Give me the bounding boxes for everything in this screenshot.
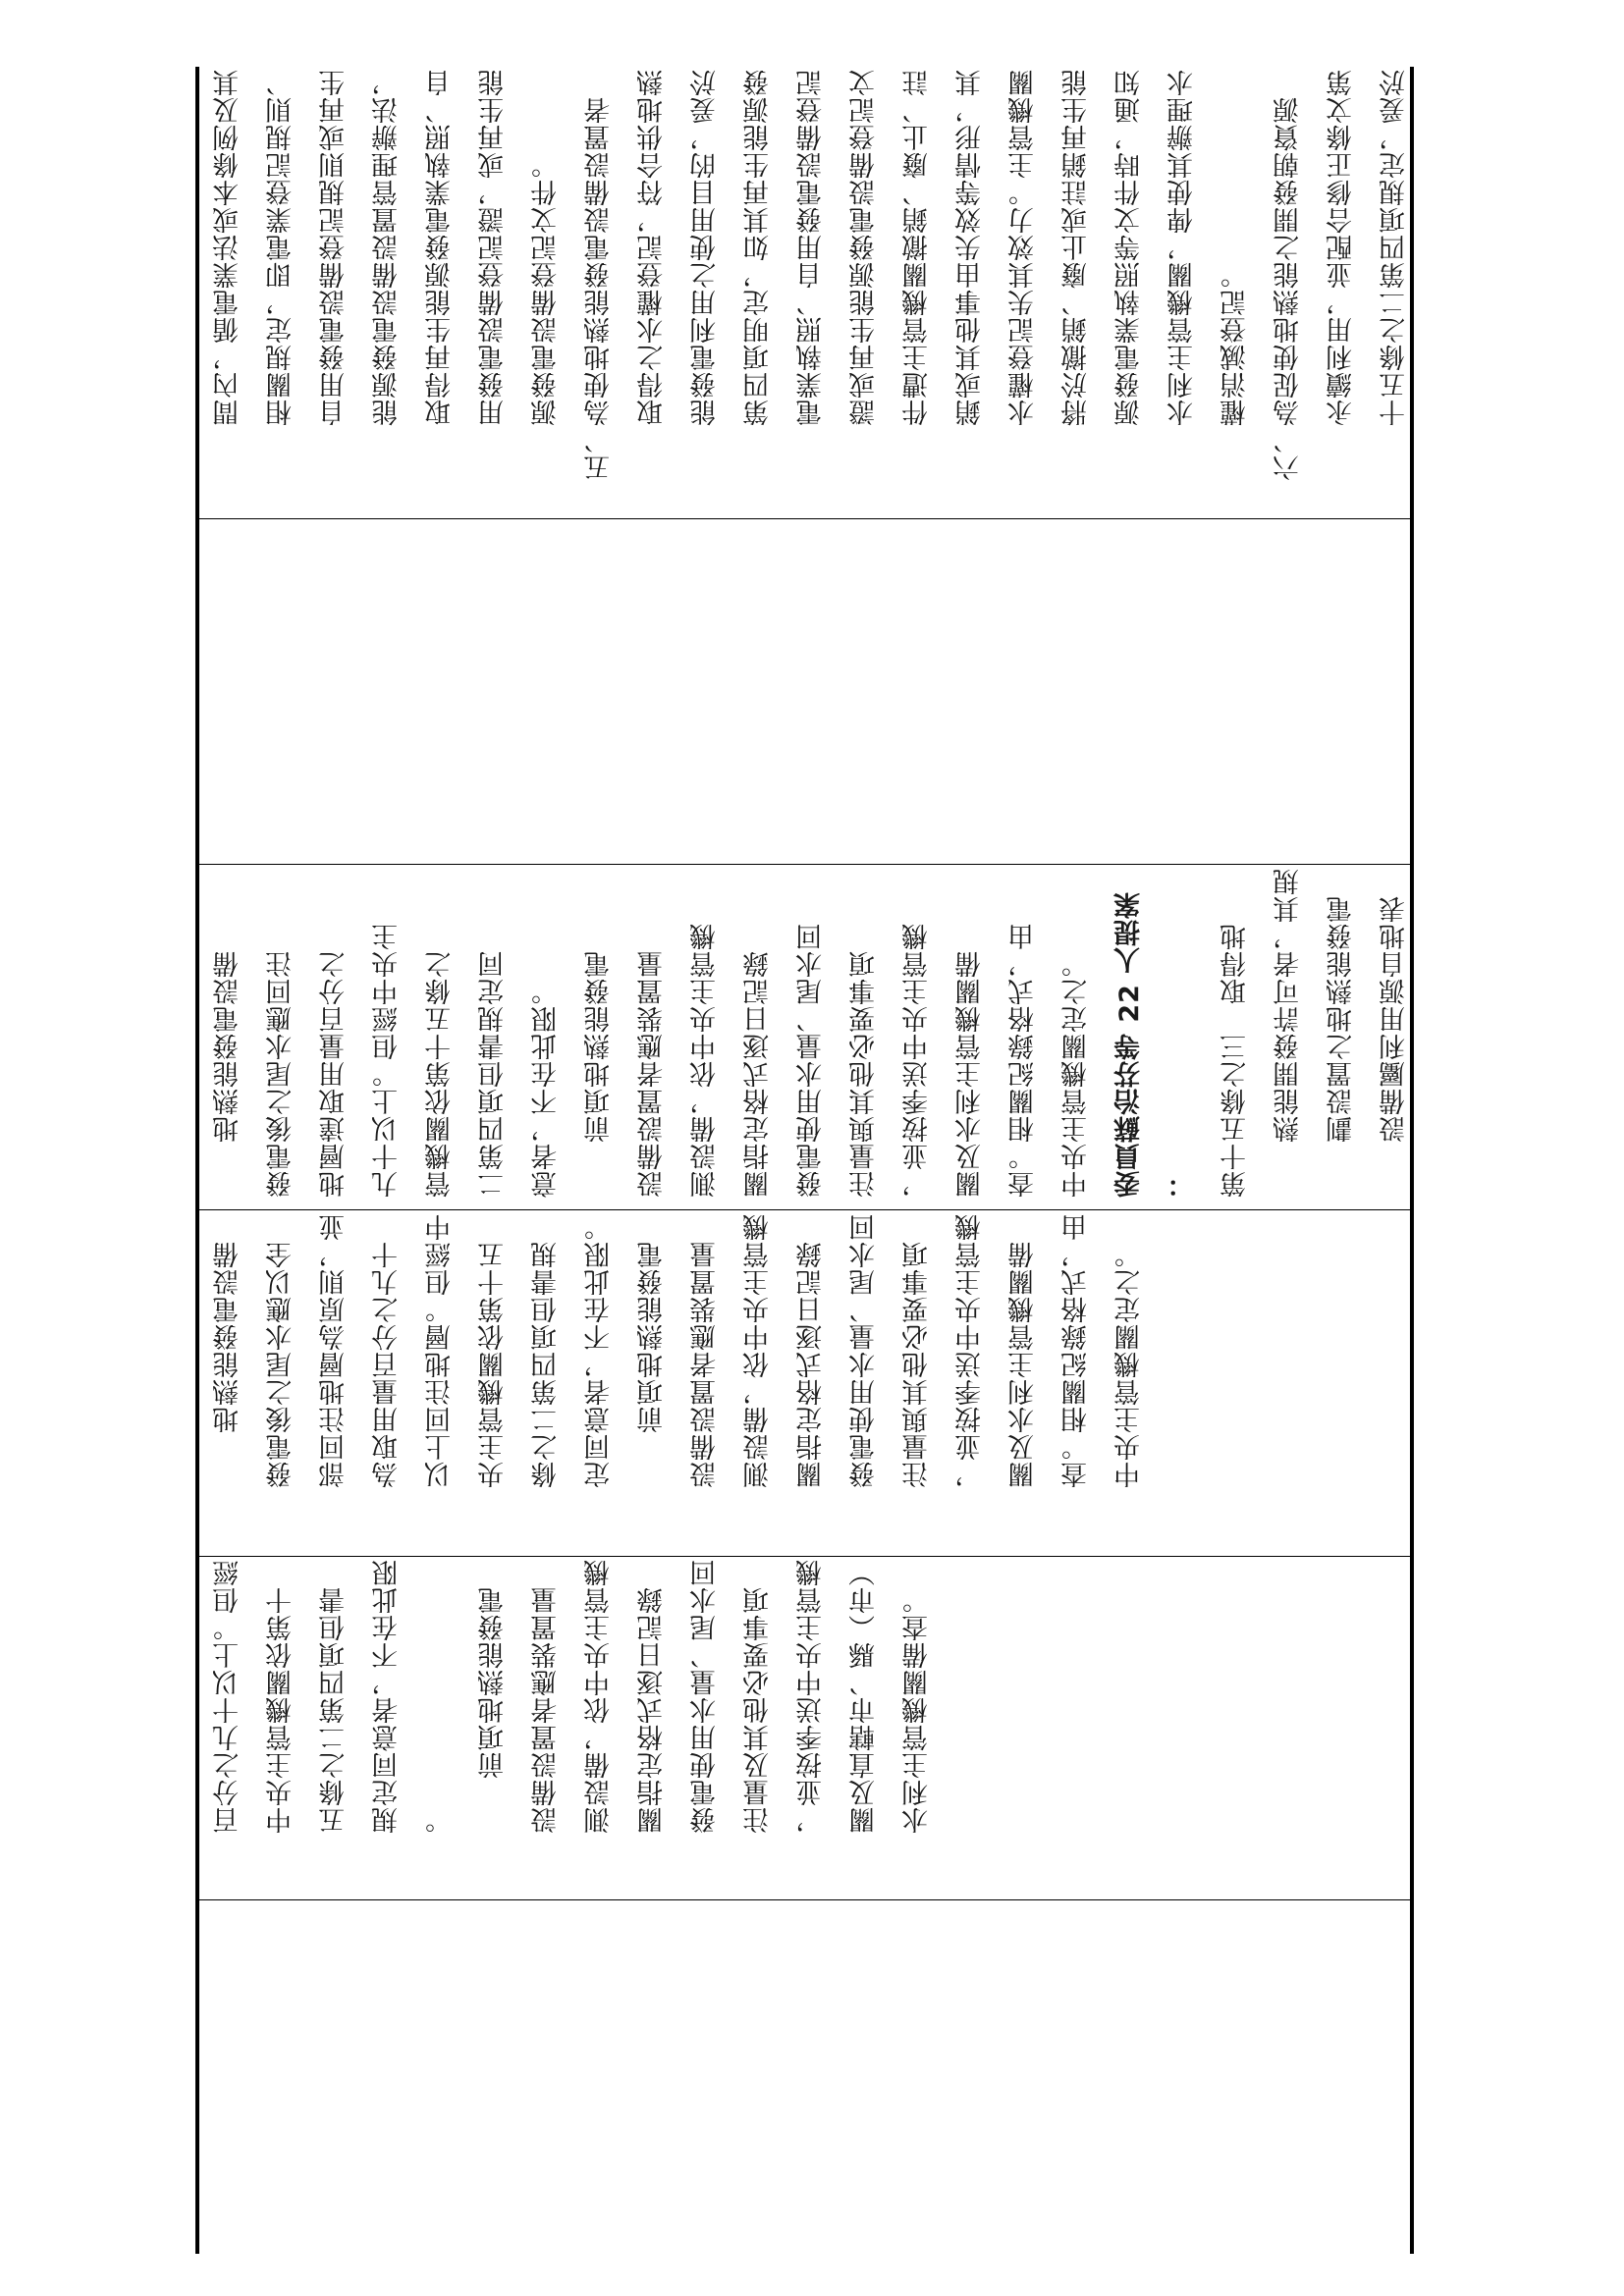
text-line: 能發電利用之使用目的，爰於 bbox=[690, 69, 721, 481]
text-line: 用發電設備登記證，或再生能 bbox=[478, 69, 509, 481]
text-line: 設備設置者應裝置量 bbox=[690, 1241, 721, 1488]
text-line: 二第四項但書規定同 bbox=[478, 950, 509, 1198]
text-line: 銷或其他事由失效等情形，其 bbox=[955, 69, 986, 481]
text-line: 注量與其他必要事項 bbox=[849, 950, 880, 1198]
text-line: 測設備，依中央主管機 bbox=[690, 923, 721, 1198]
text-line: 地熱能發電設備 bbox=[213, 950, 244, 1198]
text-line: 熱能開發許可者，其規 bbox=[1273, 868, 1304, 1198]
text-line: ，並按季送中央主管機 bbox=[796, 1559, 827, 1834]
text-line: 發電使用水量、尾水回 bbox=[690, 1559, 721, 1834]
section-divider bbox=[199, 1209, 1410, 1210]
column-text bbox=[202, 69, 1422, 481]
text-line: 以上回注地層。但經中 bbox=[425, 1213, 456, 1488]
section-divider bbox=[199, 864, 1410, 865]
text-line: 取得之水權登記，符合供地熱 bbox=[637, 69, 668, 481]
text-line: 發電後之尾水應以全 bbox=[266, 1241, 297, 1488]
column-text bbox=[202, 1213, 1157, 1488]
text-line: 。 bbox=[425, 1806, 456, 1834]
text-line: 測設備，依中央主管機 bbox=[743, 1213, 774, 1488]
text-line: 發電使用水量、尾水回 bbox=[796, 923, 827, 1198]
text-line: 地層達取用量百分之 bbox=[319, 950, 350, 1198]
proposal-heading-colon: ： bbox=[1167, 1170, 1198, 1198]
text-line: 權消滅登記。 bbox=[1220, 261, 1251, 481]
text-line: 源發電設備登記文件。 bbox=[531, 151, 562, 481]
text-line: 六、為促使地熱能之開發朝資源 bbox=[1273, 96, 1304, 481]
column-text bbox=[202, 1559, 945, 1834]
text-line: 部回注地層為原則，並 bbox=[319, 1213, 350, 1488]
text-line: 注量與其他必要事項 bbox=[902, 1241, 933, 1488]
section-divider bbox=[199, 518, 1410, 519]
column-text bbox=[202, 868, 1422, 1198]
text-line: 地熱能發電設備 bbox=[213, 1241, 244, 1488]
text-line: 源發電業執照等文件時，通知 bbox=[1114, 69, 1145, 481]
proposal-heading: 委員蘇治芬等 22 人提案 bbox=[1114, 890, 1145, 1198]
text-line: 查。相關紀錄格式，由 bbox=[1061, 1213, 1092, 1488]
text-line: 自用發電設備登記規則或再生 bbox=[319, 69, 350, 481]
text-line: 永續利用，並配合修正條文第 bbox=[1326, 69, 1357, 481]
text-line: 關及直轄市、縣（市） bbox=[849, 1559, 880, 1834]
text-line: 為取用量百分之九十 bbox=[372, 1241, 403, 1488]
text-line: 五、為使地熱能發電設備設置者 bbox=[584, 96, 615, 481]
text-line: 間內，循電業法或本條例及其 bbox=[213, 69, 244, 481]
text-line: 五條之二第四項但書 bbox=[319, 1586, 350, 1834]
text-line: 水權登記失其效力。主管機關 bbox=[1008, 69, 1039, 481]
text-line: 電業執照、自用發電設備登記 bbox=[796, 69, 827, 481]
text-line: 水利主管機關備查。 bbox=[902, 1586, 933, 1834]
text-line: 關指定格式逐日記錄 bbox=[637, 1586, 668, 1834]
text-line: 設備屬利用源自地表 bbox=[1380, 895, 1410, 1198]
text-line: 件遭主管機關撤銷、廢止、註 bbox=[902, 69, 933, 481]
text-line: 關指定格式逐日記錄 bbox=[796, 1241, 827, 1488]
page-border-left bbox=[195, 67, 199, 2254]
text-line: 第四項明定，如其再生能源發 bbox=[743, 69, 774, 481]
text-line: 央主管機關依第十五 bbox=[478, 1241, 509, 1488]
text-line: 前項地熱能發電 bbox=[478, 1586, 509, 1834]
text-line: 條之二第四項但書規 bbox=[531, 1241, 562, 1488]
text-line: 管機關依第十五條之 bbox=[425, 950, 456, 1198]
text-line: 九十以上。但經中央主 bbox=[372, 923, 403, 1198]
text-line: 中央主管機關定之。 bbox=[1061, 950, 1092, 1198]
text-line: 百分之九十以上。但經 bbox=[213, 1559, 244, 1834]
text-line: 相關規定，即電業登記規則、 bbox=[266, 69, 297, 481]
section-divider bbox=[199, 1899, 1410, 1900]
text-line: 設備設置者應裝置量 bbox=[637, 950, 668, 1198]
text-line: 中央主管機關依第十 bbox=[266, 1586, 297, 1834]
column-explanation bbox=[202, 69, 1410, 512]
text-line: 關及水利主管機關備 bbox=[955, 950, 986, 1198]
text-line: 設備設置者應裝置量 bbox=[531, 1586, 562, 1834]
text-line: 十五條之二第四項規定，爰於 bbox=[1380, 69, 1410, 481]
text-line: 取得再生能源發電業執照、自 bbox=[425, 69, 456, 481]
section-divider bbox=[199, 1556, 1410, 1557]
text-line: 中央主管機關定之。 bbox=[1114, 1241, 1145, 1488]
text-line: 發電後之尾水應回注 bbox=[266, 950, 297, 1198]
text-line: 證或再生能源發電設備登記文 bbox=[849, 69, 880, 481]
text-line: 第十五條之三 取得地 bbox=[1220, 923, 1251, 1198]
text-line: 規定同意者，不在此限 bbox=[372, 1559, 403, 1834]
text-line: 前項地熱能發電 bbox=[637, 1241, 668, 1488]
text-line: ，並按季送中央主管機 bbox=[955, 1213, 986, 1488]
text-line: 意者，不在此限。 bbox=[531, 978, 562, 1198]
text-line: 發電使用水量、尾水回 bbox=[849, 1213, 880, 1488]
text-line: 前項地熱能發電 bbox=[584, 950, 615, 1198]
column-draft-a bbox=[202, 1213, 1406, 1552]
text-line: 劃設置之地熱能發電 bbox=[1326, 895, 1357, 1198]
text-line: ，並按季送中央主管機 bbox=[902, 923, 933, 1198]
text-line: 水利主管機關，俾使其辦理水 bbox=[1167, 69, 1198, 481]
column-current-law bbox=[202, 1559, 1406, 1893]
text-line: 注量及其他必要事項 bbox=[743, 1586, 774, 1834]
text-line: 能源發電設備設置管理辦法， bbox=[372, 69, 403, 481]
text-line: 測設備，依中央主管機 bbox=[584, 1559, 615, 1834]
column-draft-b bbox=[202, 868, 1410, 1206]
text-line: 關指定格式逐日記錄 bbox=[743, 950, 774, 1198]
text-line: 查。相關紀錄格式，由 bbox=[1008, 923, 1039, 1198]
text-line: 將於撤銷、廢止或註銷再生能 bbox=[1061, 69, 1092, 481]
text-line: 關及水利主管機關備 bbox=[1008, 1241, 1039, 1488]
text-line: 定同意者，不在此限。 bbox=[584, 1213, 615, 1488]
